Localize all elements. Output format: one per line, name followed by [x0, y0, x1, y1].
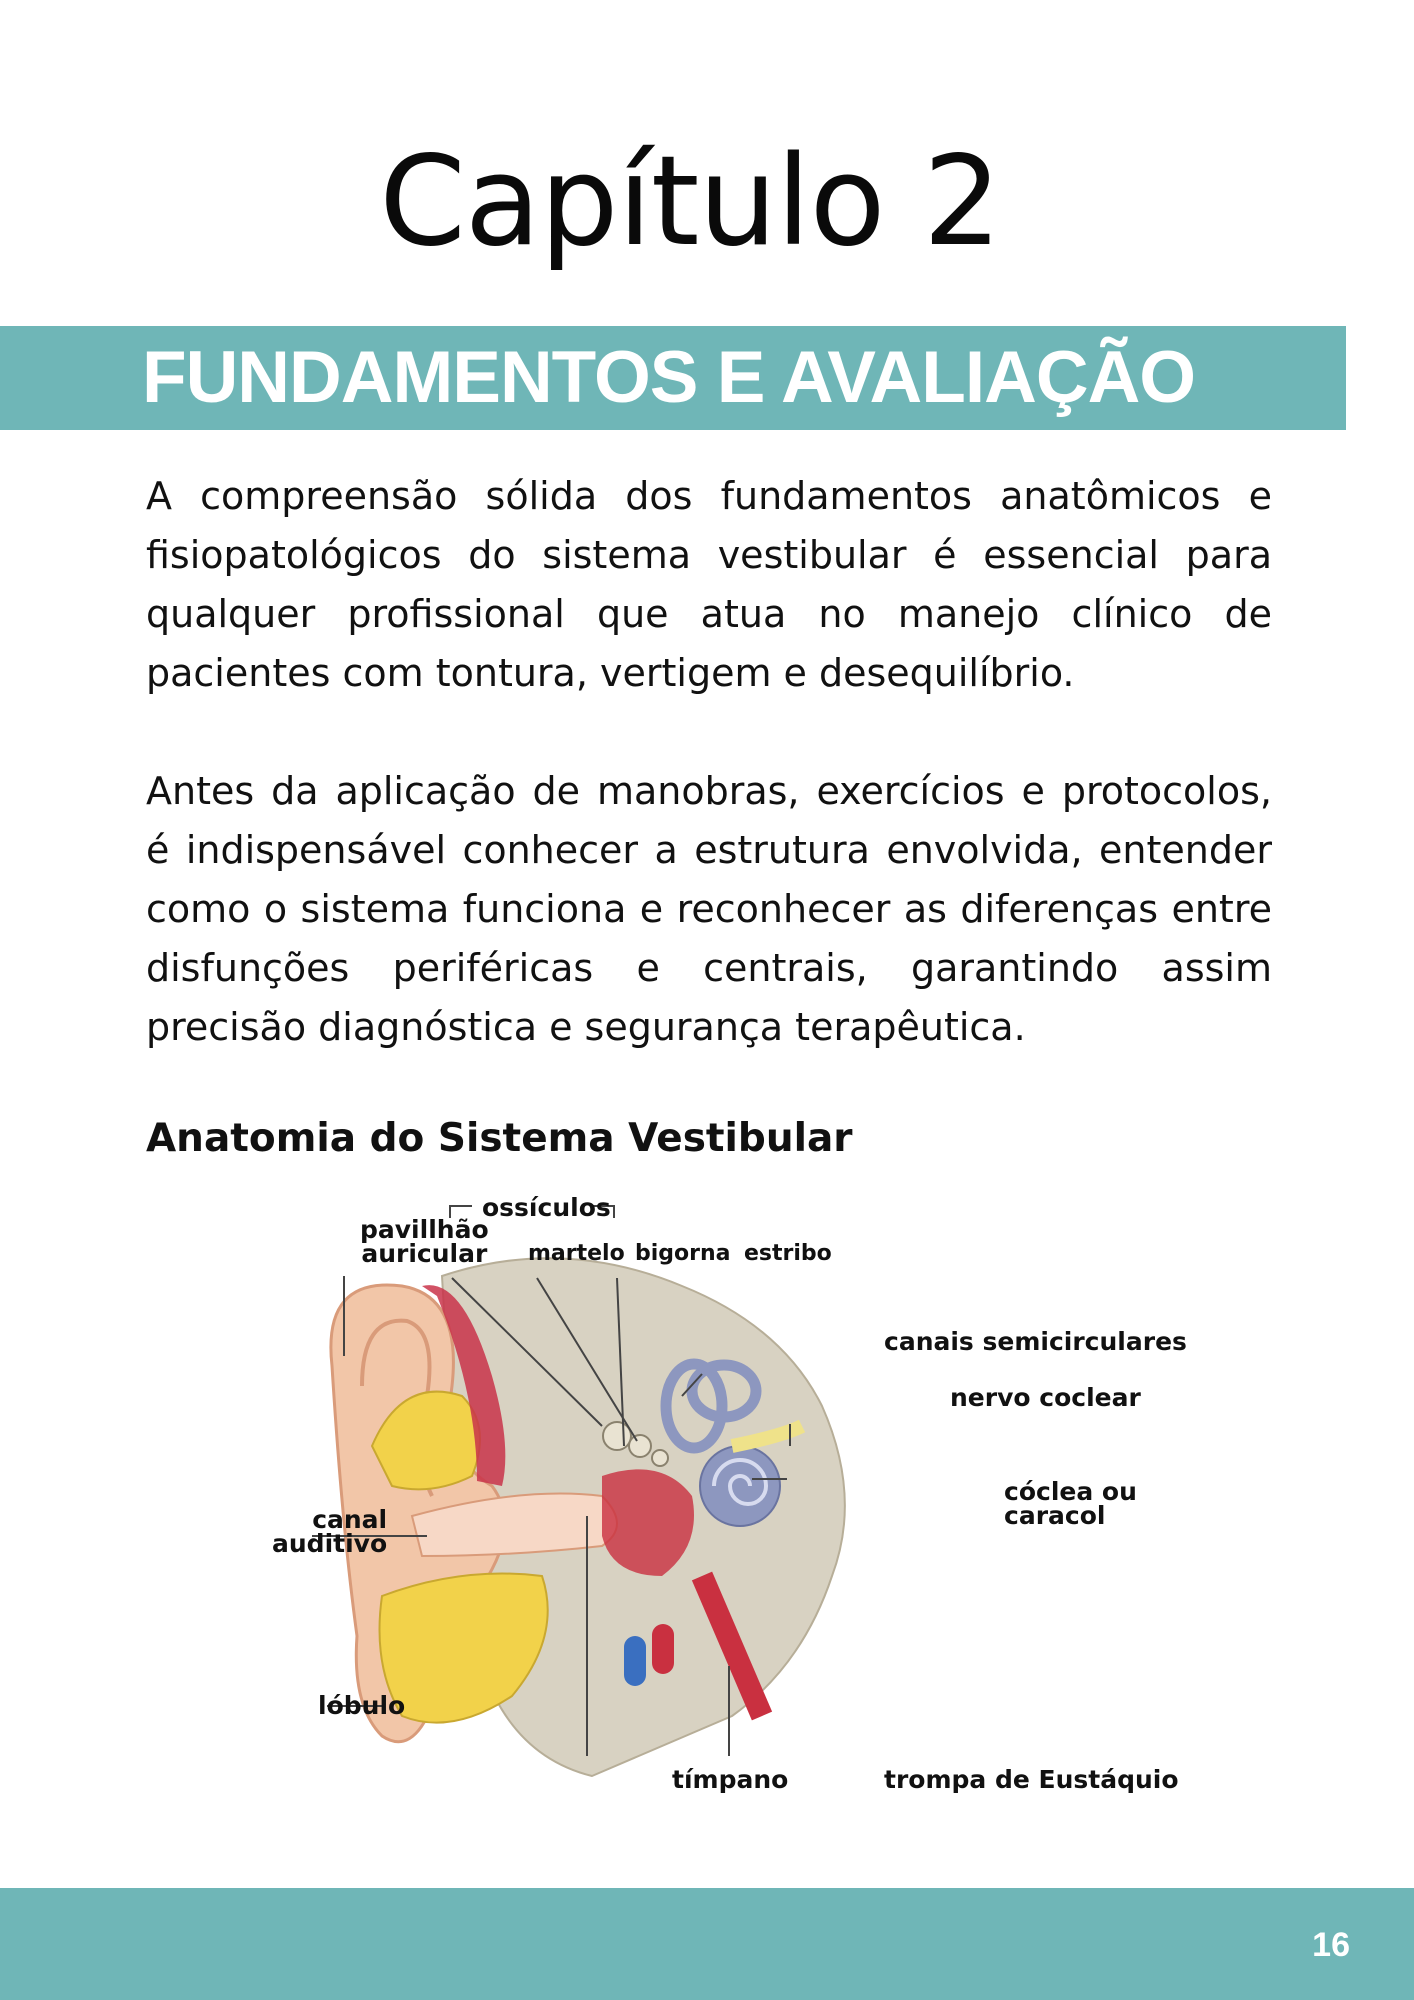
paragraph-intro: A compreensão sólida dos fundamentos anatômicos e fisiopatológicos do sistema vestibular é essencial para qualquer profissional que atua no manejo clínico de pacientes com tontura, vertigem e desequilíbrio.	[146, 474, 1272, 695]
paragraph-context: Antes da aplicação de manobras, exercícios e protocolos, é indispensável conhecer a estrutura envolvida, entender como o sistema funciona e reconhecer as diferenças entre disfunções periféricas e centrais, garantindo assim precisão diagnóstica e segurança terapêutica.	[146, 769, 1272, 1049]
label-bigorna: bigorna	[635, 1241, 731, 1266]
label-pavilhao-line2: auricular	[361, 1239, 488, 1268]
label-canais: canais semicirculares	[884, 1327, 1187, 1356]
label-timpano: tímpano	[672, 1765, 789, 1794]
page-number: 16	[1312, 1926, 1350, 1964]
band-title: FUNDAMENTOS E AVALIAÇÃO	[142, 337, 1196, 418]
ossicle-bigorna-shape	[629, 1435, 651, 1457]
label-canal-line2: auditivo	[272, 1529, 388, 1558]
section-heading: Anatomia do Sistema Vestibular	[146, 1116, 853, 1161]
label-lobulo: lóbulo	[318, 1691, 406, 1720]
vein-red-shape	[652, 1624, 674, 1674]
label-coclea-line1: cóclea ou	[1004, 1477, 1137, 1506]
vein-blue-shape	[624, 1636, 646, 1686]
label-ossiculos: ossículos	[482, 1193, 611, 1222]
ossicle-estribo-shape	[652, 1450, 668, 1466]
label-pavilhao-line1: pavillhão	[360, 1215, 489, 1244]
label-martelo: martelo	[528, 1241, 625, 1266]
section-band	[0, 326, 1346, 430]
label-canal	[272, 1505, 388, 1558]
label-trompa: trompa de Eustáquio	[884, 1765, 1179, 1794]
label-coclea-line2: caracol	[1004, 1501, 1106, 1530]
label-estribo: estribo	[744, 1241, 832, 1266]
label-pavilhao	[360, 1215, 489, 1268]
page-footer	[0, 1888, 1414, 2000]
ear-anatomy-figure	[262, 1193, 1202, 1816]
chapter-title: Capítulo 2	[379, 130, 1001, 274]
label-nervo: nervo coclear	[950, 1383, 1141, 1412]
label-canal-line1: canal	[312, 1505, 388, 1534]
label-coclea	[1004, 1477, 1137, 1530]
